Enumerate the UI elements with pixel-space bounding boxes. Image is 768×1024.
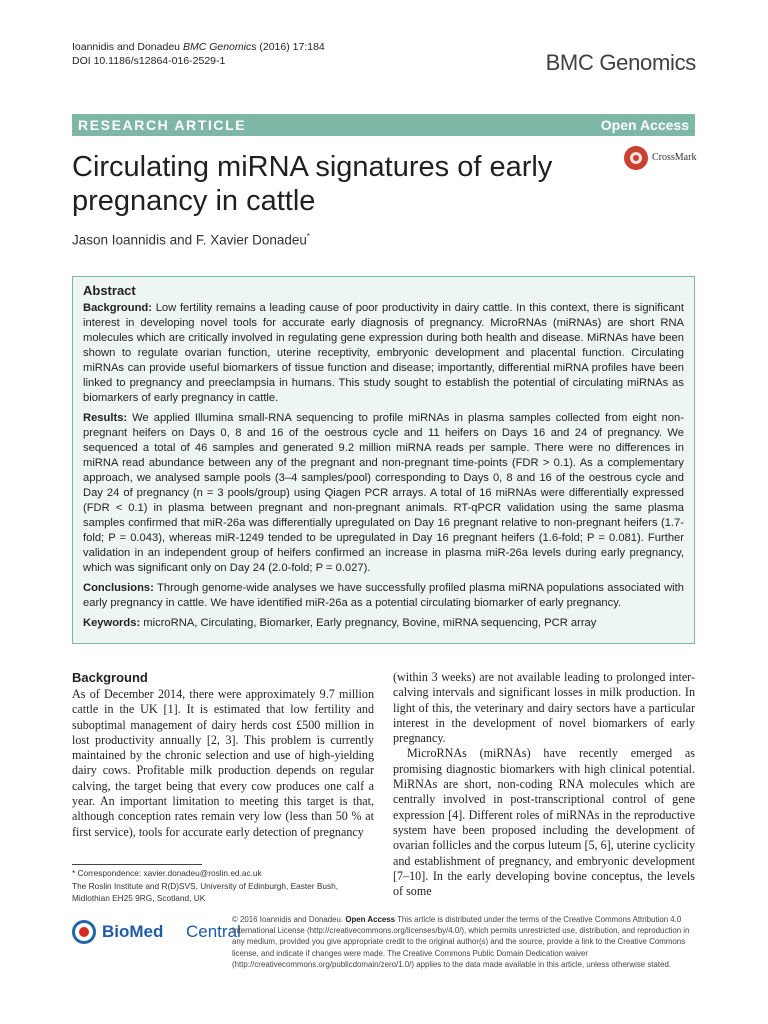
corresponding-mark: *	[306, 232, 311, 241]
abstract-conclusions-label: Conclusions:	[83, 582, 154, 594]
abstract-background	[83, 301, 684, 406]
doi[interactable]: DOI 10.1186/s12864-016-2529-1	[72, 55, 226, 67]
abstract-results-text: We applied Illumina small-RNA sequencing to profile miRNAs in plasma samples collected from eight non-pregnant heifers on Days 0, 8 and 16 of the oestrous cycle and 11 heifers on Days 16 and 24 of pregnancy. We sequenced a total of 46 samples and generated 9.2 million miRNA reads per sample. There were no differences in miRNA read abundance between any of the pregnant and non-pregnant time-points (FDR > 0.1). As a complementary approach, we analysed sample pools (3–4 samples/pool) corresponding to Days 0, 8 and 16 of the oestrous cycle and Day 24 of pregnancy (n = 3 pools/group) using Qiagen PCR arrays. A total of 16 miRNAs were differentially expressed (FDR < 0.1) in plasma between pregnant and non-pregnant animals. RT-qPCR validation using the same plasma samples confirmed that miR-26a was differentially upregulated on Day 16 pregnant relative to non-pregnant heifers (1.7-fold; P = 0.043), whereas miR-1249 tended to be upregulated in Day 16 pregnant heifers (1.6-fold; P = 0.081). Further validation in an independent group of heifers confirmed an increase in plasma miR-26a levels during early pregnancy, which was significant only on Day 24 (2.0-fold; P = 0.027).	[83, 412, 684, 574]
license-statement	[232, 914, 695, 970]
license-open-access: Open Access	[345, 915, 396, 924]
article-type: RESEARCH ARTICLE	[78, 117, 247, 133]
abstract-results-label: Results:	[83, 412, 128, 424]
section-heading-background: Background	[72, 670, 148, 685]
abstract-box	[72, 276, 695, 644]
crossmark-icon	[624, 146, 648, 170]
author-names: Jason Ioannidis and F. Xavier Donadeu	[72, 232, 307, 248]
footnote	[72, 867, 377, 905]
logo-text-central: Central	[186, 922, 241, 941]
abstract-heading: Abstract	[83, 283, 136, 298]
abstract-results	[83, 411, 684, 576]
journal-name: BMC Genomics	[545, 50, 696, 75]
body-paragraph: (within 3 weeks) are not available leading to prolonged inter-calving intervals and significant losses in milk production. In light of this, the veterinary and dairy sectors have a particular interest in the development of novel biomarkers of early pregnancy.	[393, 670, 695, 746]
open-access-label: Open Access	[600, 117, 689, 133]
abstract-background-label: Background:	[83, 302, 152, 314]
license-copyright: © 2016 Ioannidis and Donadeu.	[232, 915, 346, 924]
body-paragraph: MicroRNAs (miRNAs) have recently emerged as promising diagnostic biomarkers with high clinical potential. MiRNAs are short, non-coding RNA molecules which are centrally involved in post-transcriptional control of gene expression [4]. Different roles of miRNAs in the reproductive system have been proposed including the development of ovarian follicles and the corpus luteum [5, 6], uterine cyclicity and establishment of pregnancy, and embryonic development [7–10]. In the early developing bovine conceptus, the levels of some	[393, 746, 695, 899]
body-paragraph: As of December 2014, there were approximately 9.7 million cattle in the UK [1]. It is estimated that low fertility and suboptimal management of dairy herds cost £500 million in lost productivity annually [2, 3]. This problem is currently maintained by the chronic selection and use of high-yielding dairy cows. Profitable milk production depends on regular calving, the target being that every cow produces one calf a year. An important limitation to meeting this target is that, although conception rates remain very low (less than 50 % at first service), tools for accurate early detection of pregnancy	[72, 687, 374, 839]
abstract-conclusions	[83, 581, 684, 611]
crossmark-label: CrossMark	[652, 152, 697, 163]
citation-volume: (2016) 17:184	[259, 41, 325, 53]
body-column-right	[393, 670, 695, 899]
citation-line	[72, 40, 325, 54]
article-title: Circulating miRNA signatures of early pregnancy in cattle	[72, 151, 553, 217]
logo-text-biomed: BioMed	[102, 922, 164, 941]
abstract-background-text: Low fertility remains a leading cause of poor productivity in dairy cattle. In this context, there is significant interest in developing novel tools for accurate early diagnosis of pregnancy. MicroRNAs (miRNAs) are short RNA molecules which are critically involved in regulating gene expression during both health and disease. MiRNAs have been shown to regulate ovarian function, uterine receptivity, embryonic development and placental function. Circulating miRNAs can provide useful biomarkers of tissue function and disease; importantly, differential miRNA profiles have been linked to pregnancy and preeclampsia in humans. This study sought to establish the potential of circulating miRNAs as biomarkers of early pregnancy in cattle.	[83, 302, 684, 404]
body-column-left	[72, 670, 374, 840]
citation-authors: Ioannidis and Donadeu	[72, 41, 181, 53]
correspondence-line[interactable]: * Correspondence: xavier.donadeu@roslin.ed.ac.uk	[72, 868, 262, 878]
abstract-conclusions-text: Through genome-wide analyses we have successfully profiled plasma miRNA populations associated with early pregnancy in cattle. We have identified miR-26a as a potential circulating biomarker of early pregnancy.	[83, 582, 684, 609]
abstract-keywords	[83, 616, 684, 631]
biomed-central-icon	[72, 920, 96, 944]
abstract-keywords-text: microRNA, Circulating, Biomarker, Early pregnancy, Bovine, miRNA sequencing, PCR array	[140, 617, 597, 629]
abstract-keywords-label: Keywords:	[83, 617, 141, 629]
citation-header	[72, 40, 325, 68]
license-text: This article is distributed under the terms of the Creative Commons Attribution 4.0 International License (http://creativecommons.org/licenses/by/4.0/), which permits unrestricted use, distribution, and reproduction in any medium, provided you give appropriate credit to the original author(s) and the source, provide a link to the Creative Commons license, and indicate if changes were made. The Creative Commons Public Domain Dedication waiver (http://creativecommons.org/publicdomain/zero/1.0/) applies to the data made available in this article, unless otherwise stated.	[232, 915, 690, 969]
article-type-band	[72, 114, 695, 136]
affiliation-line: The Roslin Institute and R(D)SVS, University of Edinburgh, Easter Bush, Midlothian EH25 9RG, Scotland, UK	[72, 880, 339, 903]
crossmark-badge[interactable]	[624, 146, 699, 174]
citation-journal: BMC Genomics	[182, 41, 257, 53]
footnote-divider	[72, 864, 202, 865]
author-list	[72, 232, 310, 248]
biomed-central-logo	[72, 920, 241, 950]
